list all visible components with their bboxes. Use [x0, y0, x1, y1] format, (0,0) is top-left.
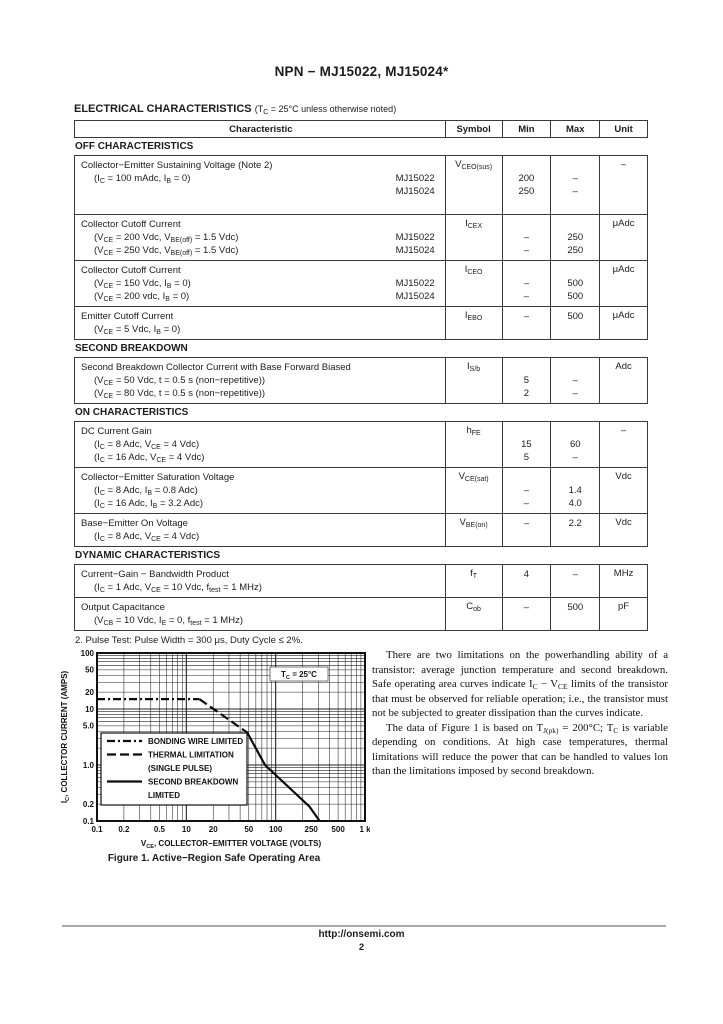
- footer-divider: [62, 925, 666, 927]
- max-cell: [550, 358, 599, 403]
- symbol-cell: $h_{FE}$: [445, 422, 502, 467]
- series-solid: [247, 733, 319, 822]
- max-value: [551, 159, 599, 172]
- max-cell: [550, 468, 599, 513]
- table-row: [75, 214, 647, 260]
- characteristic-text: Second Breakdown Collector Current with Base Forward Biased: [81, 362, 351, 373]
- min-value: –: [523, 278, 530, 289]
- table-body: [74, 138, 648, 631]
- legend-label: SECOND BREAKDOWN: [148, 777, 239, 787]
- min-value: [503, 581, 551, 594]
- min-value: [503, 530, 551, 543]
- characteristic-text: ($I_C = 100$ mAdc, $I_B = 0$): [94, 173, 191, 185]
- min-value: [503, 264, 551, 277]
- min-cell: [502, 422, 551, 467]
- characteristic-text: Current−Gain − Bandwidth Product: [81, 569, 229, 580]
- min-value: 200: [518, 173, 535, 184]
- device-name: MJ15024: [395, 291, 435, 302]
- min-cell: [502, 261, 551, 306]
- min-value: –: [523, 518, 530, 529]
- table-row: [75, 513, 647, 546]
- table-row: [75, 467, 647, 513]
- legend-label: LIMITED: [148, 791, 180, 800]
- y-axis-title: $I_C$, COLLECTOR CURRENT (AMPS): [60, 670, 71, 804]
- y-tick-label: 20: [85, 687, 94, 697]
- max-cell: [550, 307, 599, 339]
- table-row-group: [74, 421, 648, 547]
- max-value: 500: [567, 311, 584, 322]
- max-value: –: [572, 375, 578, 386]
- characteristic-text: Emitter Cutoff Current: [81, 311, 174, 322]
- characteristic-line: [81, 361, 441, 374]
- max-value: –: [572, 388, 578, 399]
- min-value: –: [523, 498, 530, 509]
- max-value: 2.2: [568, 518, 582, 529]
- max-cell: [550, 215, 599, 260]
- characteristic-text: ($V_{CE} = 150$ Vdc, $I_B = 0$): [94, 278, 191, 290]
- symbol-cell: $C_{ob}$: [445, 598, 502, 630]
- x-tick-label: 10: [181, 825, 191, 834]
- min-value: 15: [521, 439, 532, 450]
- min-value: [503, 159, 551, 172]
- x-tick-label: 0.1: [91, 825, 103, 834]
- soa-chart-svg: [58, 641, 370, 853]
- characteristic-line: [81, 451, 441, 464]
- table-row-group: [74, 564, 648, 631]
- min-value: 5: [523, 375, 530, 386]
- min-value: 5: [523, 452, 530, 463]
- max-value: [551, 581, 599, 594]
- characteristic-text: ($V_{CE} = 200$ Vdc, $V_{BE(off)} = 1.5$ Vdc): [94, 232, 239, 244]
- unit-cell: Adc: [599, 358, 647, 403]
- table-header-row: [74, 120, 648, 138]
- table-section-title: ON CHARACTERISTICS: [75, 407, 189, 418]
- characteristic-text: Collector−Emitter Saturation Voltage: [81, 472, 235, 483]
- characteristic-line: [81, 471, 441, 484]
- characteristic-cell: [75, 422, 445, 467]
- characteristic-line: [81, 438, 441, 451]
- unit-cell: μAdc: [599, 307, 647, 339]
- body-paragraph-2: The data of Figure 1 is based on $T_{J(pk)} = 200^\circ C$; $T_C$ is variable depending on conditions. At high case temperatures, thermal limitations will reduce the power that can be handled to values lon than the limitations imposed by second breakdown.: [372, 721, 668, 777]
- column-header-min: Min: [502, 121, 551, 137]
- unit-cell: pF: [599, 598, 647, 630]
- body-text-column: [372, 648, 668, 779]
- min-value: –: [523, 485, 530, 496]
- table-row: [75, 306, 647, 339]
- min-value: –: [523, 245, 530, 256]
- min-value: 4: [523, 569, 530, 580]
- characteristic-line: [81, 387, 441, 400]
- max-cell: [550, 422, 599, 467]
- unit-cell: –: [599, 156, 647, 214]
- page-number: 2: [358, 942, 365, 953]
- table-row-group: [74, 155, 648, 340]
- min-value: [503, 323, 551, 336]
- max-value: [551, 614, 599, 627]
- characteristic-text: Collector−Emitter Sustaining Voltage (Note 2): [81, 160, 273, 171]
- device-name: MJ15022: [395, 232, 435, 243]
- x-tick-label: 0.5: [153, 825, 166, 834]
- unit-cell: μAdc: [599, 215, 647, 260]
- y-tick-label: 50: [85, 665, 94, 675]
- x-tick-label: 50: [244, 825, 254, 834]
- y-tick-label: 1.0: [82, 760, 94, 770]
- characteristic-line: [81, 323, 441, 336]
- characteristic-text: DC Current Gain: [81, 426, 152, 437]
- characteristic-text: Collector Cutoff Current: [81, 265, 181, 276]
- characteristic-line: [81, 581, 441, 594]
- y-tick-label: 10: [85, 704, 94, 714]
- min-cell: [502, 358, 551, 403]
- characteristic-text: ($I_C = 16$ Adc, $V_{CE} = 4$ Vdc): [94, 452, 205, 464]
- min-cell: [502, 156, 551, 214]
- table-row: [75, 260, 647, 306]
- characteristic-text: ($V_{CE} = 50$ Vdc, t = 0.5 s (non−repetitive)): [94, 375, 266, 387]
- min-cell: [502, 565, 551, 597]
- max-value: 1.4: [568, 485, 582, 496]
- characteristic-line: [81, 310, 441, 323]
- body-paragraph-1: There are two limitations on the powerhandling ability of a transistor: average junction temperature and second breakdown. Safe operating area curves indicate $I_C - V_{CE}$ limits of the transistor that must be observed for reliable operation; i.e., the transistor must not be subjected to greater dissipation than the curves indicate.: [372, 649, 669, 719]
- characteristic-line: [81, 374, 441, 387]
- electrical-characteristics-label: ELECTRICAL CHARACTERISTICS: [74, 103, 252, 115]
- device-name: MJ15024: [395, 245, 435, 256]
- max-cell: [550, 261, 599, 306]
- min-value: –: [523, 311, 530, 322]
- unit-cell: Vdc: [599, 514, 647, 546]
- max-value: [551, 425, 599, 438]
- y-tick-label: 0.1: [82, 816, 94, 826]
- max-value: –: [572, 186, 578, 197]
- unit-cell: MHz: [599, 565, 647, 597]
- characteristic-cell: [75, 514, 445, 546]
- max-value: [551, 530, 599, 543]
- characteristic-line: [81, 530, 441, 543]
- min-value: –: [523, 232, 530, 243]
- max-value: [551, 323, 599, 336]
- symbol-cell: $V_{CE(sat)}$: [445, 468, 502, 513]
- table-row: [75, 597, 647, 630]
- max-cell: [550, 514, 599, 546]
- min-value: [503, 361, 551, 374]
- characteristic-text: ($V_{CE} = 200$ vdc, $I_B = 0$): [94, 291, 190, 303]
- test-condition-note: ($T_C = 25^\circ C$ unless otherwise noted): [254, 104, 397, 116]
- y-tick-label: 5.0: [82, 721, 94, 731]
- table-row: [75, 565, 647, 597]
- max-value: [551, 471, 599, 484]
- max-value: [551, 361, 599, 374]
- min-value: [503, 614, 551, 627]
- max-value: 4.0: [568, 498, 582, 509]
- min-cell: [502, 598, 551, 630]
- characteristic-text: ($I_C = 8$ Adc, $I_B = 0.8$ Adc): [94, 485, 198, 497]
- characteristic-cell: [75, 307, 445, 339]
- characteristic-text: ($V_{CE} = 250$ Vdc, $V_{BE(off)} = 1.5$ Vdc): [94, 245, 239, 257]
- max-value: 500: [567, 278, 584, 289]
- characteristic-text: ($I_C = 8$ Adc, $V_{CE} = 4$ Vdc): [94, 439, 200, 451]
- characteristic-cell: [75, 261, 445, 306]
- characteristic-line: [81, 231, 441, 244]
- characteristic-text: Collector Cutoff Current: [81, 219, 181, 230]
- footer-url-link[interactable]: http://onsemi.com: [318, 929, 405, 940]
- electrical-characteristics-heading: [74, 103, 396, 115]
- symbol-cell: $I_{CEO}$: [445, 261, 502, 306]
- symbol-cell: $I_{EBO}$: [445, 307, 502, 339]
- max-cell: [550, 598, 599, 630]
- min-value: 2: [523, 388, 530, 399]
- min-cell: [502, 468, 551, 513]
- x-tick-label: 100: [268, 825, 283, 834]
- min-value: –: [523, 291, 530, 302]
- characteristic-cell: [75, 358, 445, 403]
- symbol-cell: $I_{S/b}$: [445, 358, 502, 403]
- max-cell: [550, 565, 599, 597]
- x-tick-label: 250: [304, 825, 318, 834]
- characteristic-text: ($I_C = 1$ Adc, $V_{CE} = 10$ Vdc, $f_{test} = 1$ MHz): [94, 582, 262, 594]
- characteristic-line: [81, 185, 441, 198]
- max-value: 60: [569, 439, 581, 450]
- characteristic-line: [81, 172, 441, 185]
- characteristic-line: [81, 290, 441, 303]
- characteristic-text: ($V_{CB} = 10$ Vdc, $I_E = 0$, $f_{test} = 1$ MHz): [94, 615, 243, 627]
- x-axis-ticks: [91, 825, 370, 834]
- characteristic-text: ($V_{CE} = 5$ Vdc, $I_B = 0$): [94, 324, 181, 336]
- symbol-cell: $I_{CEX}$: [445, 215, 502, 260]
- characteristic-line: [81, 517, 441, 530]
- unit-cell: Vdc: [599, 468, 647, 513]
- x-tick-label: 0.2: [118, 825, 130, 834]
- characteristic-text: [94, 185, 97, 198]
- min-cell: [502, 307, 551, 339]
- min-value: [503, 425, 551, 438]
- legend-label: THERMAL LIMITATION: [148, 750, 234, 760]
- max-value: 250: [567, 245, 584, 256]
- min-value: 250: [518, 186, 535, 197]
- device-name: MJ15024: [395, 186, 435, 197]
- table-row-group: [74, 357, 648, 404]
- characteristic-cell: [75, 215, 445, 260]
- characteristic-line: [81, 264, 441, 277]
- characteristic-line: [81, 159, 441, 172]
- page-title: NPN − MJ15022, MJ15024*: [274, 64, 449, 79]
- x-tick-label: 1 k: [359, 825, 370, 834]
- characteristic-cell: [75, 156, 445, 214]
- characteristic-cell: [75, 565, 445, 597]
- max-cell: [550, 156, 599, 214]
- soa-chart: [58, 641, 370, 858]
- characteristic-line: [81, 614, 441, 627]
- characteristic-text: ($I_C = 8$ Adc, $V_{CE} = 4$ Vdc): [94, 531, 200, 543]
- characteristic-line: [81, 425, 441, 438]
- max-value: [551, 218, 599, 231]
- legend-label: (SINGLE PULSE): [148, 764, 213, 773]
- min-value: [503, 218, 551, 231]
- characteristic-line: [81, 484, 441, 497]
- max-value: [551, 264, 599, 277]
- characteristic-text: Base−Emitter On Voltage: [81, 518, 188, 529]
- table-row: [75, 358, 647, 403]
- figure-caption: Figure 1. Active−Region Safe Operating Area: [107, 853, 321, 864]
- max-value: 250: [567, 232, 584, 243]
- max-value: –: [572, 452, 578, 463]
- unit-cell: –: [599, 422, 647, 467]
- characteristic-cell: [75, 598, 445, 630]
- chart-legend: [101, 733, 247, 805]
- characteristic-cell: [75, 468, 445, 513]
- max-value: 500: [567, 291, 584, 302]
- characteristic-text: Output Capacitance: [81, 602, 165, 613]
- table-section-title: SECOND BREAKDOWN: [75, 343, 188, 354]
- characteristic-line: [81, 497, 441, 510]
- characteristic-line: [81, 218, 441, 231]
- device-name: MJ15022: [395, 278, 435, 289]
- tc-annotation-label: $T_C = 25^\circ C$: [281, 670, 317, 681]
- column-header-characteristic: Characteristic: [229, 123, 293, 135]
- min-cell: [502, 514, 551, 546]
- table-row: [75, 156, 647, 214]
- max-value: –: [572, 569, 578, 580]
- column-header-unit: Unit: [599, 121, 647, 137]
- x-axis-title: $V_{CE}$, COLLECTOR−EMITTER VOLTAGE (VOLTS): [140, 839, 322, 850]
- x-tick-label: 500: [331, 825, 345, 834]
- table-section-title: OFF CHARACTERISTICS: [75, 141, 194, 152]
- min-value: [503, 471, 551, 484]
- max-value: –: [572, 173, 578, 184]
- characteristic-line: [81, 601, 441, 614]
- characteristic-line: [81, 244, 441, 257]
- unit-cell: μAdc: [599, 261, 647, 306]
- table-footnote: 2. Pulse Test: Pulse Width = 300 μs, Duty Cycle ≤ 2%.: [75, 635, 303, 646]
- table-section-title: DYNAMIC CHARACTERISTICS: [75, 550, 220, 561]
- device-name: MJ15022: [395, 173, 435, 184]
- symbol-cell: $V_{BE(on)}$: [445, 514, 502, 546]
- characteristic-line: [81, 568, 441, 581]
- column-header-symbol: Symbol: [445, 121, 502, 137]
- x-tick-label: 20: [208, 825, 218, 834]
- column-header-max: Max: [550, 121, 599, 137]
- min-cell: [502, 215, 551, 260]
- characteristic-text: ($I_C = 16$ Adc, $I_B = 3.2$ Adc): [94, 498, 204, 510]
- max-value: 500: [567, 602, 584, 613]
- characteristic-text: ($V_{CE} = 80$ Vdc, t = 0.5 s (non−repetitive)): [94, 388, 266, 400]
- y-tick-label: 100: [80, 648, 94, 658]
- min-value: –: [523, 602, 530, 613]
- symbol-cell: $f_T$: [445, 565, 502, 597]
- characteristic-line: [81, 277, 441, 290]
- y-axis-ticks: [81, 649, 95, 826]
- tc-annotation: [270, 667, 328, 681]
- characteristics-table: [74, 120, 648, 646]
- y-tick-label: 0.2: [82, 799, 94, 809]
- table-row: [75, 422, 647, 467]
- symbol-cell: $V_{CEO(sus)}$: [445, 156, 502, 214]
- legend-label: BONDING WIRE LIMITED: [148, 737, 244, 746]
